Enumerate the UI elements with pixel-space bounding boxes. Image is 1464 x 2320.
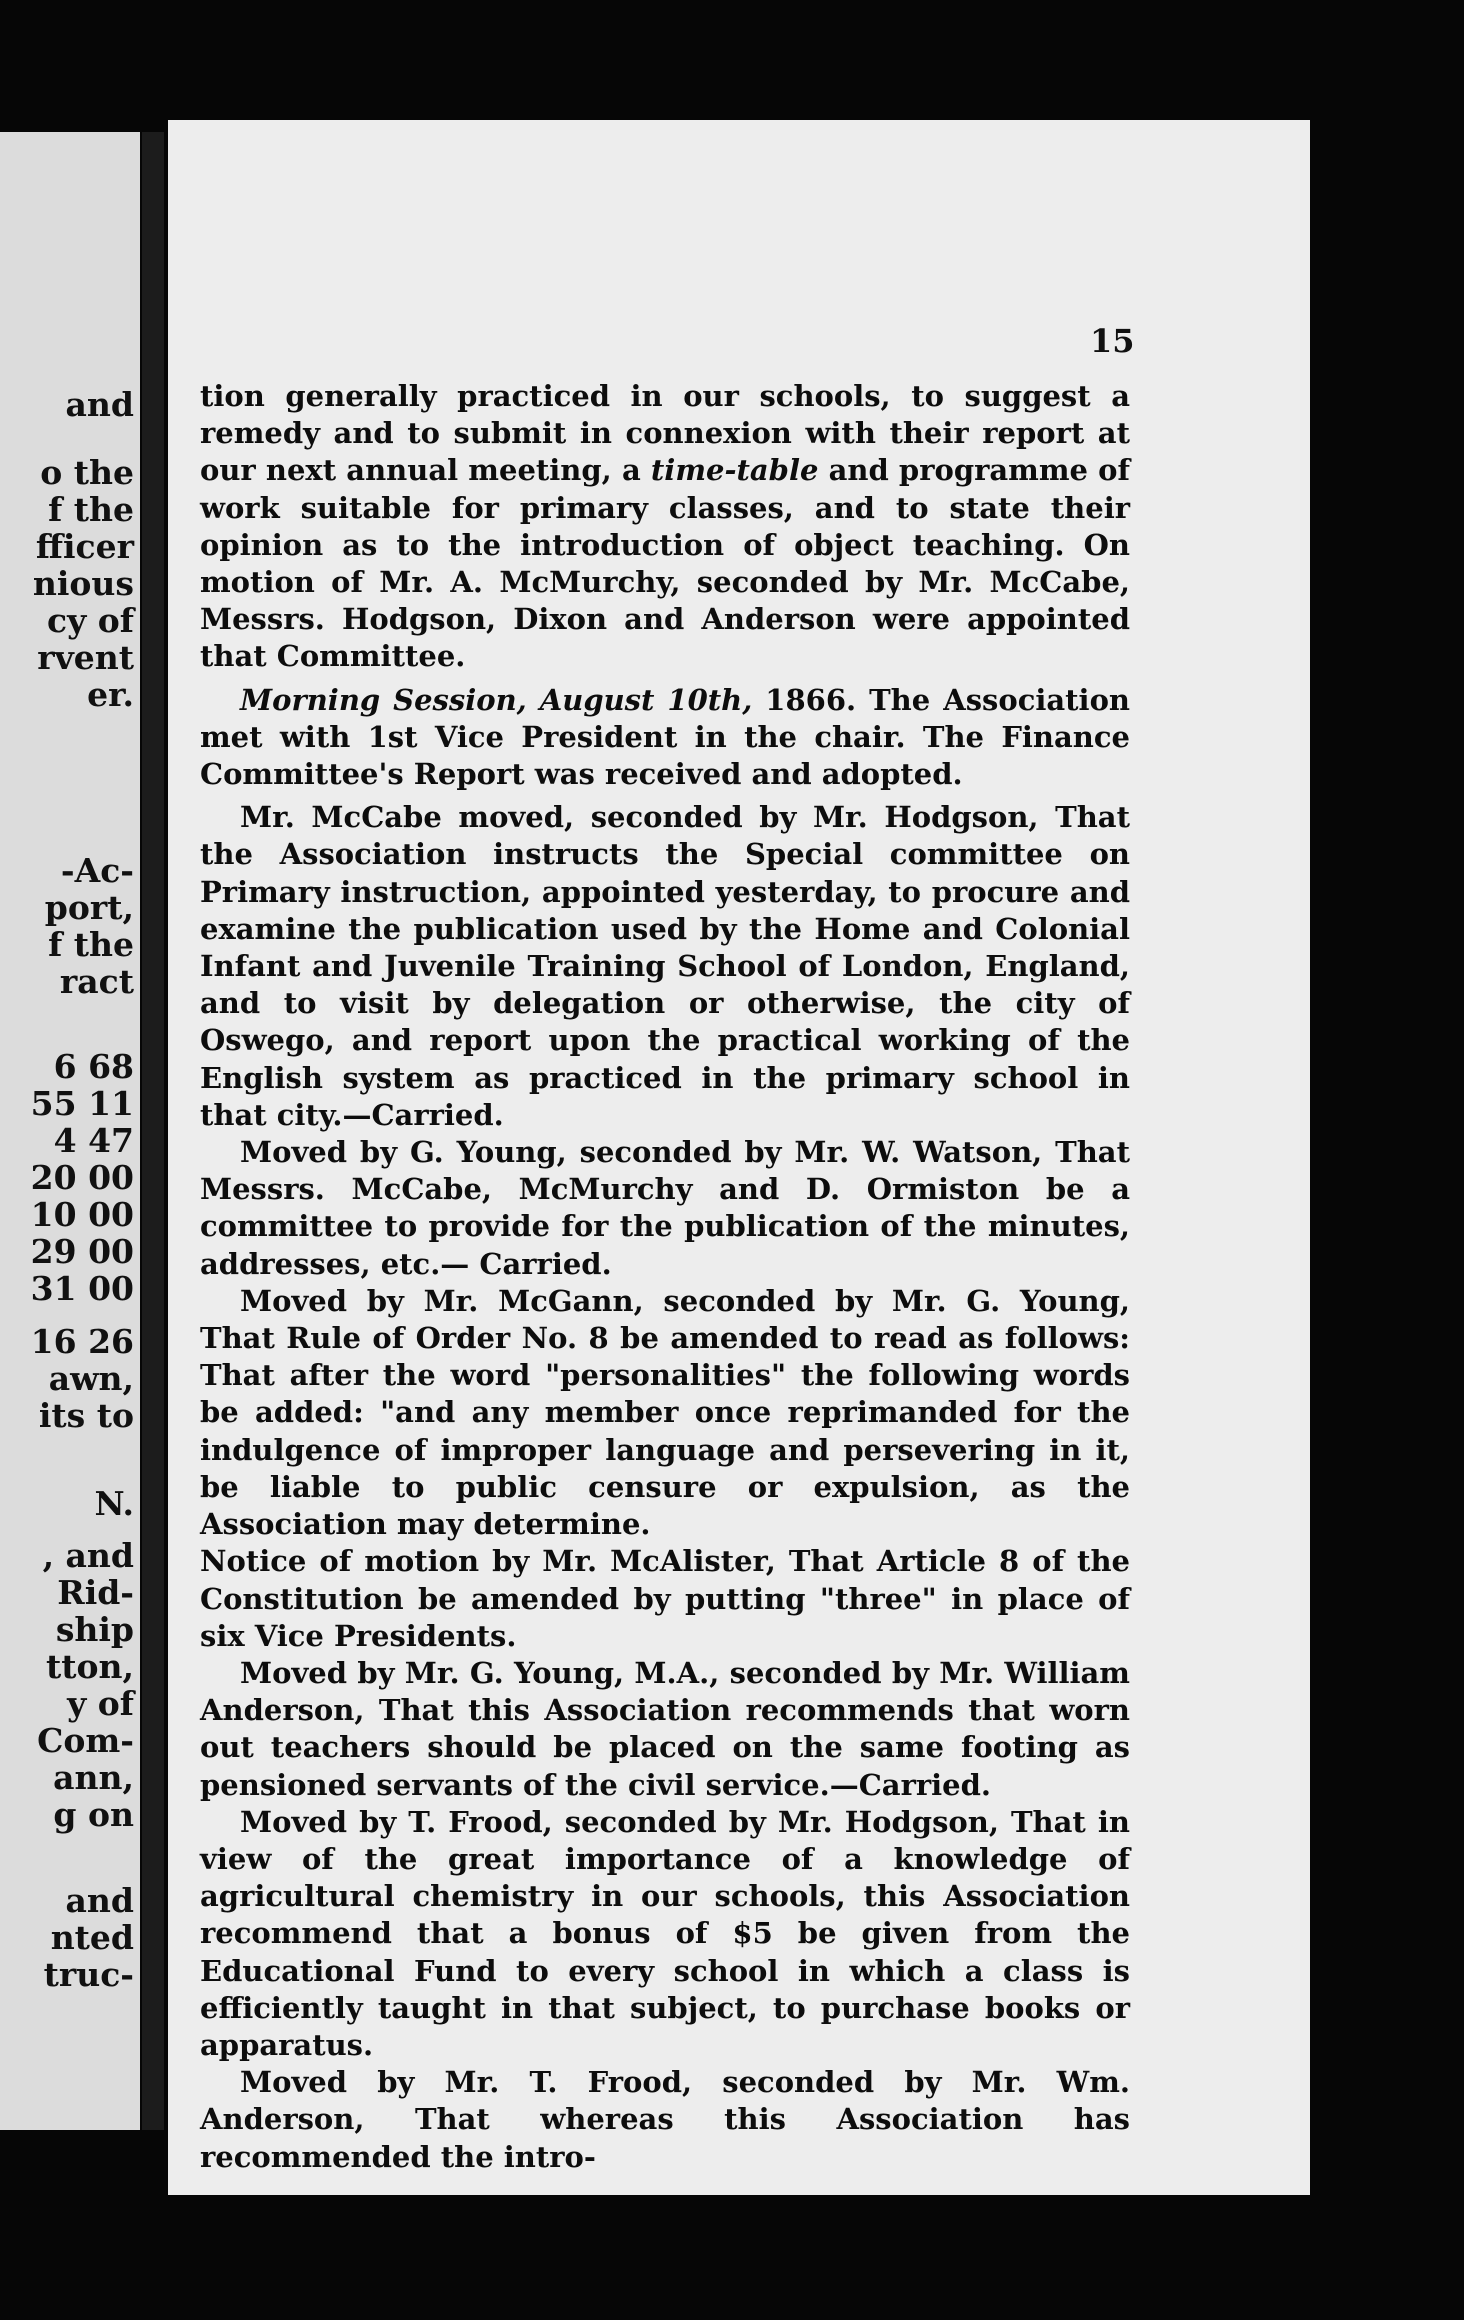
italic-term: time-table [650, 453, 819, 488]
facing-page-text: er. [87, 675, 134, 714]
facing-page-text: o the [40, 453, 134, 492]
facing-page-text: 6 68 [53, 1047, 134, 1086]
facing-page-text: 31 00 [30, 1269, 134, 1308]
facing-page-text: 29 00 [30, 1232, 134, 1271]
page-number: 15 [1090, 322, 1135, 360]
facing-page-text: awn, [48, 1359, 134, 1398]
paragraph: Mr. McCabe moved, seconded by Mr. Hodgson, That the Association instructs the Special committee on Primary instruction, appointed yesterday, to procure and examine the publication used by the Home and Colonial Infant and Juvenile Training School of London, England, and to visit by delegation or otherwise, the city of Oswego, and report upon the practical working of the English system as practiced in the primary school in that city.—Carried. [200, 800, 1130, 1132]
facing-page-text: 10 00 [30, 1195, 134, 1234]
facing-page-text: N. [94, 1484, 134, 1523]
facing-page-text: tton, [46, 1647, 134, 1686]
facing-page-text: fficer [35, 527, 134, 566]
paragraph: Moved by T. Frood, seconded by Mr. Hodgson, That in view of the great importance of a knowledge of agricultural chemistry in our schools, this Association recommend that a bonus of $5 be given from the Educational Fund to every school in which a class is efficiently taught in that subject, to purchase books or apparatus. [200, 1804, 1130, 2062]
paragraph: Moved by Mr. G. Young, M.A., seconded by Mr. William Anderson, That this Association recommends that worn out teachers should be placed on the same footing as pensioned servants of the civil service.—Carried. [200, 1655, 1130, 1802]
facing-page-text: ract [59, 962, 134, 1001]
facing-page-text: and [65, 1881, 134, 1920]
facing-page-text: its to [38, 1396, 134, 1435]
facing-page-text: ship [55, 1610, 134, 1649]
session-heading: Morning Session, August 10th, [240, 682, 753, 717]
paragraph: Notice of motion by Mr. McAlister, That Article 8 of the Constitution be amended by putting "three" in place of six Vice Presidents. [200, 1544, 1130, 1653]
facing-page-text: Com- [37, 1721, 134, 1760]
facing-page-text: y of [67, 1684, 134, 1723]
facing-page-text: 55 11 [30, 1084, 134, 1123]
facing-page-text: rvent [37, 638, 134, 677]
paragraph: Moved by Mr. McGann, seconded by Mr. G. Young, That Rule of Order No. 8 be amended to read as follows: That after the word "personalities" the following words be added: "and any member once reprimanded for the indulgence of improper language and persevering in it, be liable to public censure or expulsion, as the Association may determine. [200, 1283, 1130, 1542]
facing-page-text: g on [53, 1795, 134, 1834]
paragraph-text: and programme of work suitable for primary classes, and to state their opinion as to the introduction of object teaching. On motion of Mr. A. McMurchy, seconded by Mr. McCabe, Messrs. Hodgson, Dixon and Anderson were appointed that Committee. [200, 453, 1130, 674]
paragraph [200, 682, 1130, 794]
facing-page-fragment [0, 132, 140, 2130]
facing-page-text: nted [50, 1918, 134, 1957]
facing-page-text: cy of [47, 601, 134, 640]
facing-page-text: truc- [43, 1955, 134, 1994]
facing-page-text: 20 00 [30, 1158, 134, 1197]
facing-page-text: f the [48, 490, 134, 529]
facing-page-text: 4 47 [53, 1121, 134, 1160]
facing-page-text: Rid- [57, 1573, 134, 1612]
paragraph: Moved by Mr. T. Frood, seconded by Mr. Wm. Anderson, That whereas this Association has recommended the intro- [200, 2065, 1130, 2174]
page-body [200, 378, 1130, 2176]
facing-page-text: nious [32, 564, 134, 603]
paragraph-text: tion generally practiced in our schools, to suggest a remedy and to submit in connexion with their report at our next annual meeting, a [200, 379, 1130, 488]
book-gutter [142, 132, 164, 2130]
facing-page-text: port, [44, 888, 134, 927]
facing-page-text: and [65, 385, 134, 424]
facing-page-text: f the [48, 925, 134, 964]
facing-page-text: -Ac- [60, 851, 134, 890]
facing-page-text: , and [42, 1536, 134, 1575]
facing-page-text: 16 26 [30, 1322, 134, 1361]
paragraph [200, 378, 1130, 676]
facing-page-text: ann, [53, 1758, 134, 1797]
paragraph-text: 1866. The Association met with 1st Vice President in the chair. The Finance Committee's Report was received and adopted. [200, 682, 1130, 792]
paragraph: Moved by G. Young, seconded by Mr. W. Watson, That Messrs. McCabe, McMurchy and D. Ormiston be a committee to provide for the publication of the minutes, addresses, etc.— Carried. [200, 1135, 1130, 1281]
